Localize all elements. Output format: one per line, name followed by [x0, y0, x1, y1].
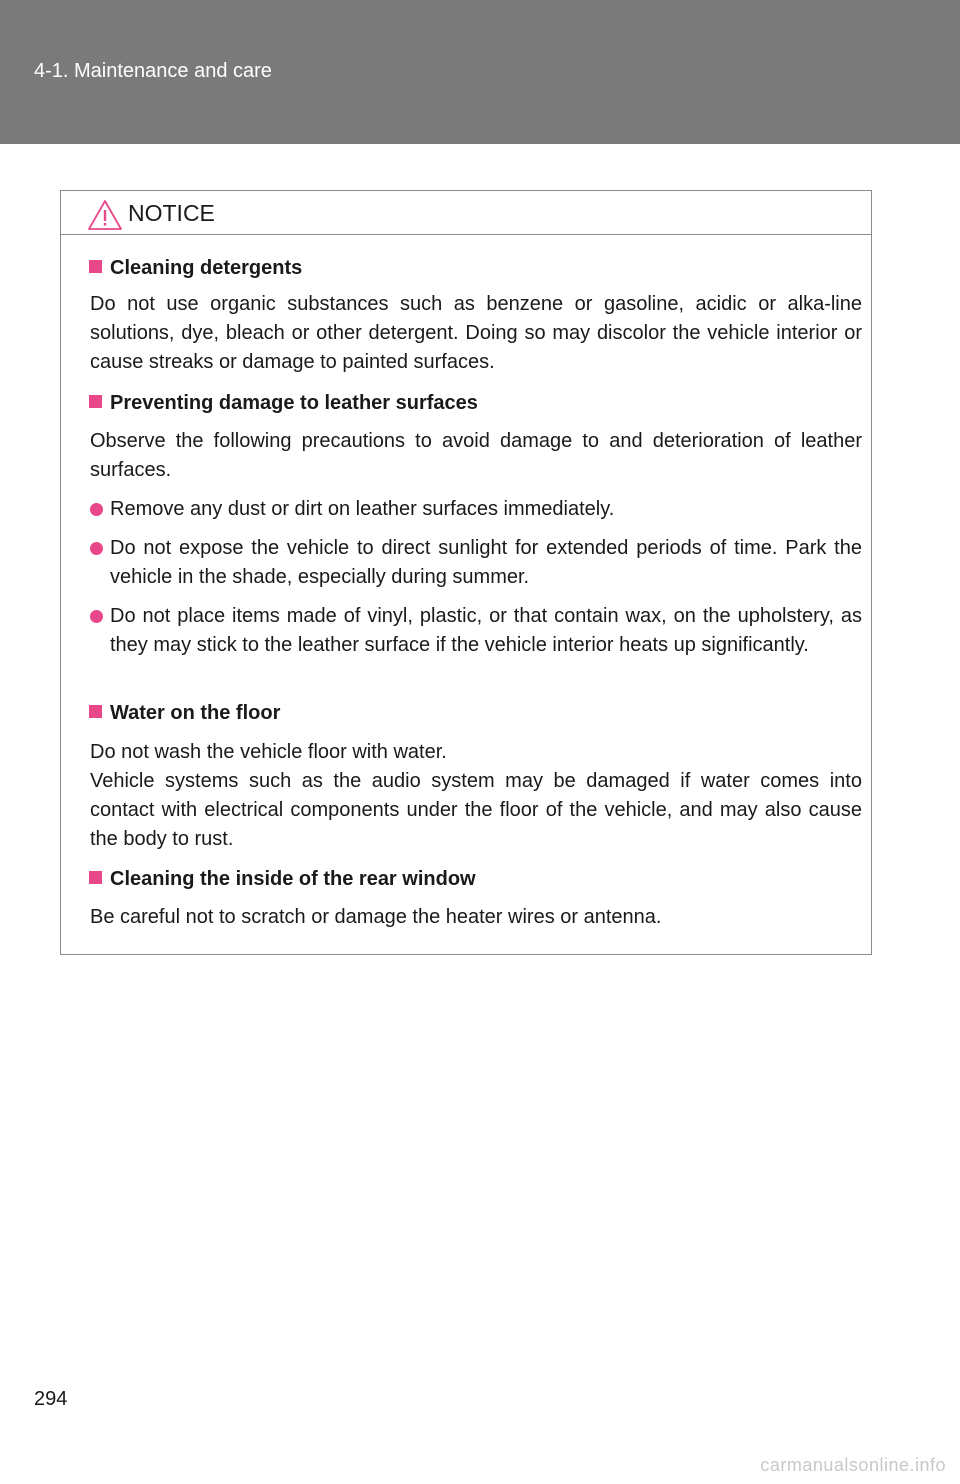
bullet-dot-icon [90, 503, 103, 516]
bullet-dot-icon [90, 610, 103, 623]
heading-square-icon [89, 395, 102, 408]
heading-square-icon [89, 705, 102, 718]
notice-box [60, 190, 872, 955]
heading-square-icon [89, 260, 102, 273]
notice-header [61, 191, 871, 235]
heading-leather-surfaces: Preventing damage to leather surfaces [89, 392, 478, 415]
paragraph-leather-surfaces: Observe the following precautions to avoid damage to and deterioration of leather surfaces. [90, 430, 862, 481]
list-item: Remove any dust or dirt on leather surfaces immediately. [90, 495, 862, 524]
paragraph-rear-window: Be careful not to scratch or damage the heater wires or antenna. [90, 906, 662, 928]
warning-triangle-icon [87, 199, 123, 231]
section-title: 4-1. Maintenance and care [34, 60, 272, 82]
page-header [0, 0, 960, 144]
notice-title: NOTICE [128, 200, 215, 226]
list-item: Do not expose the vehicle to direct sunlight for extended periods of time. Park the vehicle in the shade, especially during summer. [90, 534, 862, 592]
heading-cleaning-detergents: Cleaning detergents [89, 257, 302, 280]
heading-rear-window: Cleaning the inside of the rear window [89, 868, 476, 891]
list-item: Do not place items made of vinyl, plastic, or that contain wax, on the upholstery, as they may stick to the leather surface if the vehicle interior heats up significantly. [90, 602, 862, 660]
paragraph-water-on-floor-2: Vehicle systems such as the audio system may be damaged if water comes into contact with electrical components under the floor of the vehicle, and may also cause the body to rust. [90, 770, 862, 850]
paragraph-water-on-floor-1: Do not wash the vehicle floor with water. [90, 741, 447, 763]
page-number: 294 [34, 1388, 68, 1410]
watermark: carmanualsonline.info [760, 1455, 946, 1475]
heading-water-on-floor: Water on the floor [89, 702, 280, 725]
bullet-dot-icon [90, 542, 103, 555]
heading-square-icon [89, 871, 102, 884]
paragraph-cleaning-detergents: Do not use organic substances such as benzene or gasoline, acidic or alka-line solutions, dye, bleach or other detergent. Doing so may discolor the vehicle interior or cause streaks or damage to painted surfaces. [90, 293, 862, 373]
